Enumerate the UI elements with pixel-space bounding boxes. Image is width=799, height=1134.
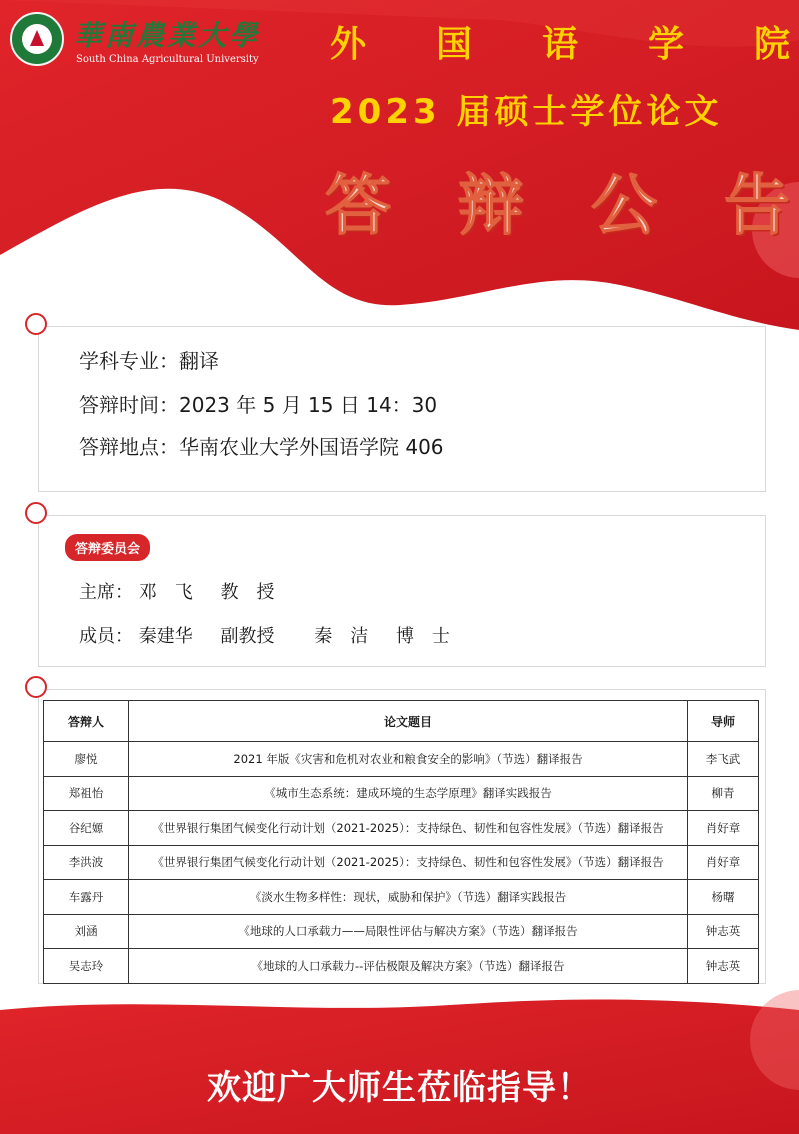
defender-cell: 吴志玲 bbox=[44, 949, 129, 984]
defender-cell: 谷纪嫄 bbox=[44, 811, 129, 846]
table-header-row bbox=[44, 701, 759, 742]
defender-cell: 车露丹 bbox=[44, 880, 129, 915]
defender-cell: 刘涵 bbox=[44, 914, 129, 949]
defender-cell: 郑祖怡 bbox=[44, 776, 129, 811]
title-big-char: 告 bbox=[724, 167, 790, 244]
table-row bbox=[44, 949, 759, 984]
title-char: 学 bbox=[647, 24, 684, 65]
university-logo bbox=[10, 10, 270, 70]
committee-card bbox=[38, 515, 766, 667]
table-row bbox=[44, 811, 759, 846]
title-big-char: 辩 bbox=[458, 167, 524, 244]
supervisor-cell: 肖好章 bbox=[688, 811, 759, 846]
title-announcement bbox=[325, 152, 790, 247]
title-thesis-year: 2023 届硕士学位论文 bbox=[330, 92, 723, 132]
header-thesis-title: 论文题目 bbox=[129, 701, 688, 742]
member-title: 博 士 bbox=[395, 626, 450, 647]
supervisor-cell: 肖好章 bbox=[688, 845, 759, 880]
logo-chinese-name: 華南農業大學 bbox=[74, 19, 261, 52]
members-line bbox=[79, 622, 450, 648]
ring-icon bbox=[25, 676, 47, 698]
defender-cell: 廖悦 bbox=[44, 742, 129, 777]
title-cell: 《世界银行集团气候变化行动计划（2021-2025）：支持绿色、韧性和包容性发展》（节选）翻译报告 bbox=[129, 845, 688, 880]
defender-cell: 李洪波 bbox=[44, 845, 129, 880]
supervisor-cell: 柳青 bbox=[688, 776, 759, 811]
info-card bbox=[38, 326, 766, 492]
table-row bbox=[44, 742, 759, 777]
title-char: 外 bbox=[330, 24, 367, 65]
title-cell: 《地球的人口承载力--评估极限及解决方案》（节选）翻译报告 bbox=[129, 949, 688, 984]
supervisor-cell: 钟志英 bbox=[688, 949, 759, 984]
table-row bbox=[44, 845, 759, 880]
member-title: 副教授 bbox=[220, 626, 275, 647]
supervisor-cell: 李飞武 bbox=[688, 742, 759, 777]
ring-icon bbox=[25, 313, 47, 335]
major-line: 学科专业：翻译 bbox=[79, 349, 219, 373]
title-college bbox=[330, 16, 790, 67]
welcome-footer: 欢迎广大师生莅临指导！ bbox=[207, 1068, 592, 1108]
member-name: 秦建华 bbox=[138, 626, 193, 647]
title-cell: 《淡水生物多样性：现状，威胁和保护》（节选）翻译实践报告 bbox=[129, 880, 688, 915]
committee-badge: 答辩委员会 bbox=[65, 534, 150, 561]
table-row bbox=[44, 914, 759, 949]
members-label: 成员： bbox=[79, 626, 133, 647]
logo-english-name: South China Agricultural University bbox=[76, 54, 259, 65]
title-cell: 《地球的人口承载力——局限性评估与解决方案》（节选）翻译报告 bbox=[129, 914, 688, 949]
supervisor-cell: 钟志英 bbox=[688, 914, 759, 949]
header-supervisor: 导师 bbox=[688, 701, 759, 742]
title-cell: 2021 年版《灾害和危机对农业和粮食安全的影响》（节选）翻译报告 bbox=[129, 742, 688, 777]
member-name: 秦 洁 bbox=[314, 626, 369, 647]
place-line: 答辩地点：华南农业大学外国语学院 406 bbox=[79, 435, 444, 459]
table-row bbox=[44, 880, 759, 915]
time-line: 答辩时间：2023 年 5 月 15 日 14：30 bbox=[79, 393, 438, 417]
emblem-icon bbox=[10, 12, 64, 66]
chair-name: 邓 飞 bbox=[138, 582, 193, 603]
title-big-char: 公 bbox=[591, 167, 657, 244]
title-char: 国 bbox=[435, 24, 472, 65]
supervisor-cell: 杨曙 bbox=[688, 880, 759, 915]
header-defender: 答辩人 bbox=[44, 701, 129, 742]
title-char: 语 bbox=[541, 24, 578, 65]
title-char: 院 bbox=[753, 24, 790, 65]
chair-line bbox=[79, 578, 274, 604]
title-big-char: 答 bbox=[325, 167, 391, 244]
defense-table bbox=[43, 700, 759, 984]
table-row bbox=[44, 776, 759, 811]
ring-icon bbox=[25, 502, 47, 524]
title-cell: 《世界银行集团气候变化行动计划（2021-2025）：支持绿色、韧性和包容性发展》（节选）翻译报告 bbox=[129, 811, 688, 846]
chair-label: 主席： bbox=[79, 582, 133, 603]
chair-title: 教 授 bbox=[220, 582, 275, 603]
title-cell: 《城市生态系统：建成环境的生态学原理》翻译实践报告 bbox=[129, 776, 688, 811]
defense-table-card bbox=[38, 689, 766, 984]
